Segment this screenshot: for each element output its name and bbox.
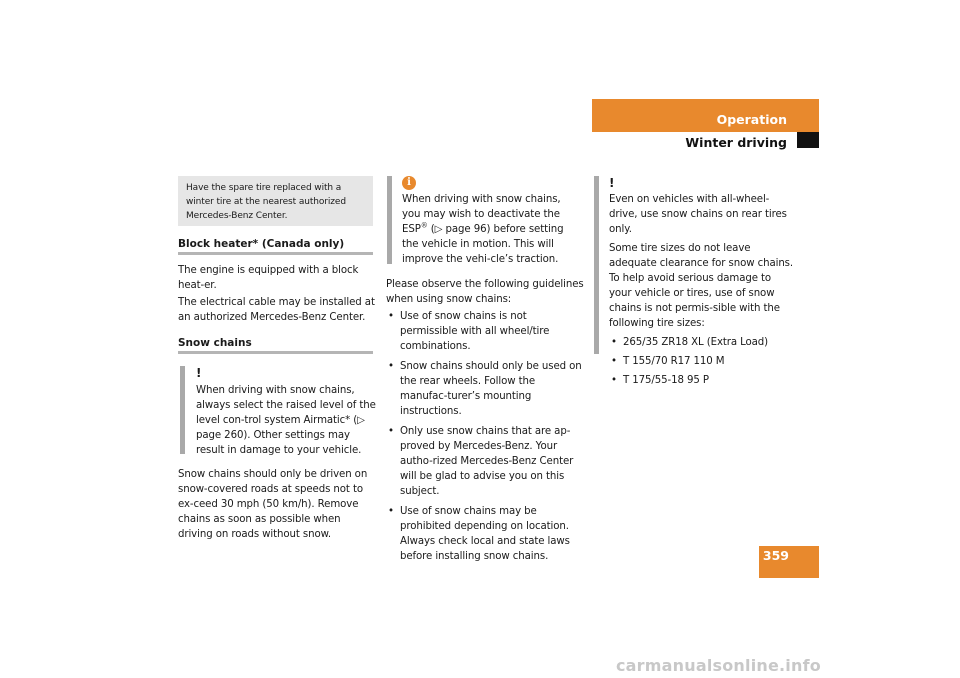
list-item: • 265/35 ZR18 XL (Extra Load): [609, 335, 795, 350]
page-number: 359: [762, 548, 789, 563]
guidelines-list: [386, 309, 584, 564]
awd-warning-text: Even on vehicles with all-wheel-drive, use snow chains on rear tires only. Some tire sizes do not leave adequate clearance for snow chains. To help avoid serious damage to your vehicle or tires, use of snow chains is not permis-sible with the following tire sizes: • 265/35 ZR18 XL (Extra Load) • T 155/70 R17 110 M • T 175/55-18 95 P: [609, 192, 795, 388]
snow-chains-body: Snow chains should only be driven on snow-covered roads at speeds not to ex-ceed 30 mph (50 km/h). Remove chains as soon as possible when driving on roads without snow.: [178, 469, 368, 540]
heading-rule: [178, 351, 373, 354]
list-item: • T 175/55-18 95 P: [609, 373, 795, 388]
list-item: • Snow chains should only be used on the rear wheels. Follow the manufac-turer’s mounting instructions.: [386, 359, 584, 419]
list-item: • Use of snow chains is not permissible with all wheel/tire combinations.: [386, 309, 584, 354]
guidelines-intro: Please observe the following guidelines when using snow chains:: [386, 279, 584, 305]
watermark: carmanualsonline.info: [616, 656, 821, 675]
warning-sidebar: [180, 366, 185, 454]
section-title: Operation: [716, 112, 787, 127]
info-sidebar: [387, 176, 392, 264]
warning-icon: !: [196, 366, 202, 380]
spare-tire-note-text: Have the spare tire replaced with a winter tire at the nearest authorized Mercedes-Benz Center.: [186, 183, 346, 221]
header-marker: [797, 132, 819, 148]
spare-tire-note: [178, 176, 373, 226]
info-text: When driving with snow chains, you may wish to deactivate the ESP® (▷ page 96) before setting the vehicle in motion. This will improve the vehi-cle’s traction.: [402, 194, 564, 265]
subsection-title: Winter driving: [685, 135, 787, 150]
info-icon: i: [402, 176, 416, 190]
list-item: • T 155/70 R17 110 M: [609, 354, 795, 369]
block-heater-paragraph-1: The engine is equipped with a block heat-er.: [178, 265, 359, 291]
tire-size-list: [609, 335, 795, 388]
block-heater-paragraph-2: The electrical cable may be installed at an authorized Mercedes-Benz Center.: [178, 297, 375, 323]
list-item: • Only use snow chains that are ap-proved by Mercedes-Benz. Your autho-rized Mercedes-Benz Center will be glad to advise you on this subject.: [386, 424, 584, 499]
heading-rule: [178, 252, 373, 255]
list-item: • Use of snow chains may be prohibited depending on location. Always check local and state laws before installing snow chains.: [386, 504, 584, 564]
snow-chains-heading: Snow chains: [178, 337, 252, 349]
warning-sidebar: [594, 176, 599, 354]
warning-text: When driving with snow chains, always select the raised level of the level con-trol system Airmatic* (▷ page 260). Other settings may result in damage to your vehicle.: [196, 385, 376, 456]
warning-icon: !: [609, 176, 615, 190]
block-heater-heading: Block heater* (Canada only): [178, 238, 345, 250]
